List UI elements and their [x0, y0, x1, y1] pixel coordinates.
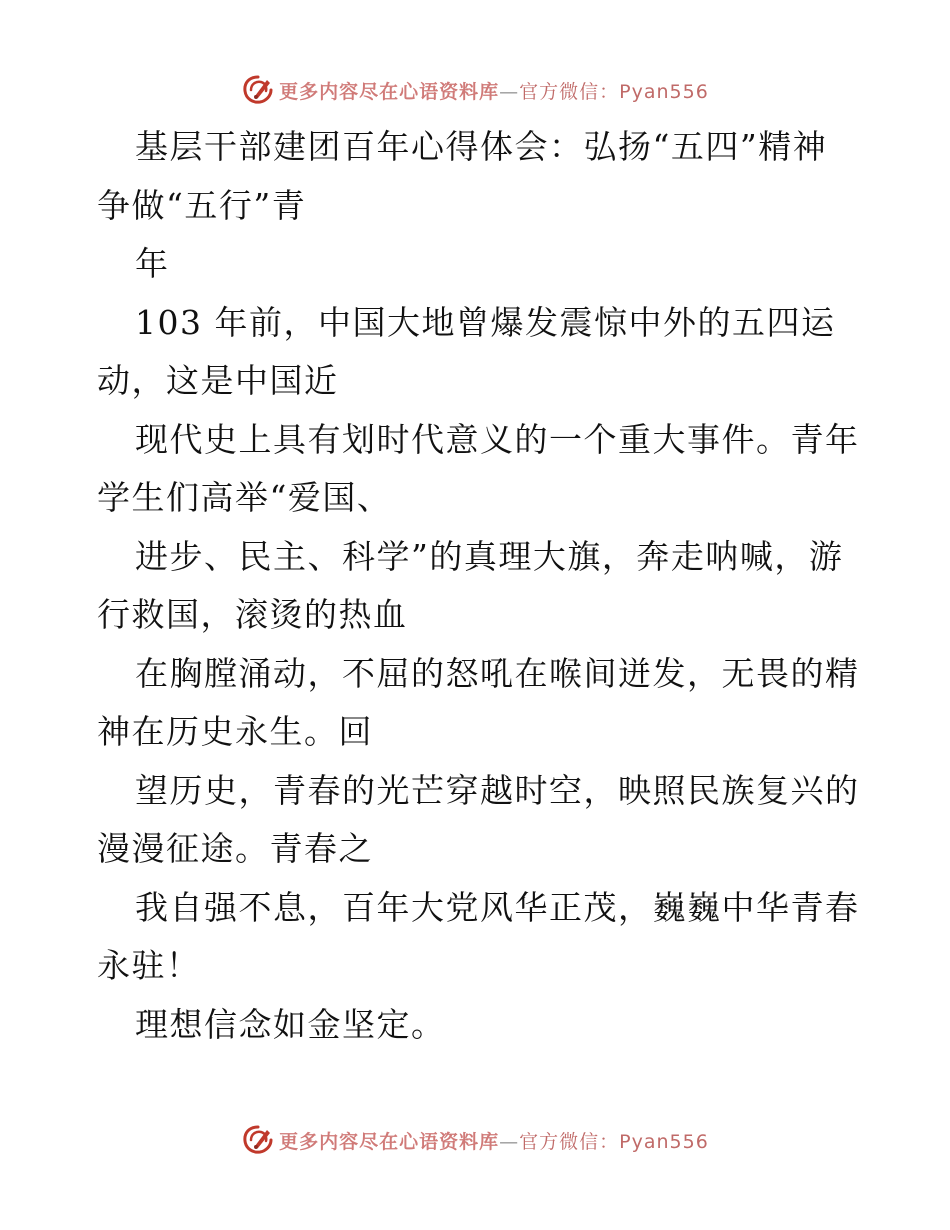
- banner-text: [279, 1127, 709, 1154]
- pen-nib-logo-icon: [241, 73, 275, 107]
- header-banner: [0, 70, 950, 110]
- banner-wechat: 官方微信：Pyan556: [519, 1130, 709, 1153]
- text-line: 理想信念如金坚定。: [135, 1004, 446, 1044]
- pen-nib-logo-icon: [241, 1123, 275, 1157]
- text-line: 年: [135, 244, 170, 283]
- text-line: 103 年前，中国大地曾爆发震惊中外的五四运: [135, 302, 836, 342]
- text-line: 我自强不息，百年大党风华正茂，巍巍中华青春: [135, 887, 860, 927]
- text-line: 进步、民主、科学”的真理大旗，奔走呐喊，游: [135, 536, 844, 576]
- text-line: 行救国，滚烫的热血: [97, 595, 408, 634]
- banner-separator: —: [499, 1130, 520, 1153]
- text-line: 望历史，青春的光芒穿越时空，映照民族复兴的: [135, 770, 860, 810]
- text-line: 漫漫征途。青春之: [97, 829, 373, 868]
- text-line: 在胸膛涌动，不屈的怒吼在喉间迸发，无畏的精: [135, 653, 860, 693]
- footer-banner: [0, 1120, 950, 1160]
- text-line: 争做“五行”青: [97, 185, 307, 225]
- banner-wechat: 官方微信：Pyan556: [519, 80, 709, 103]
- banner-text: [279, 77, 709, 104]
- text-line: 现代史上具有划时代意义的一个重大事件。青年: [135, 419, 860, 459]
- text-line: 基层干部建团百年心得体会：弘扬“五四”精神: [135, 127, 828, 166]
- banner-text-cn: 更多内容尽在心语资料库: [279, 1130, 500, 1153]
- text-line: 永驻！: [97, 946, 201, 985]
- text-line: 学生们高举“爱国、: [97, 478, 392, 517]
- text-line: 神在历史永生。回: [97, 712, 373, 751]
- text-line: 动，这是中国近: [97, 361, 339, 400]
- banner-text-cn: 更多内容尽在心语资料库: [279, 80, 500, 103]
- banner-separator: —: [499, 80, 520, 103]
- document-body: [97, 118, 877, 1054]
